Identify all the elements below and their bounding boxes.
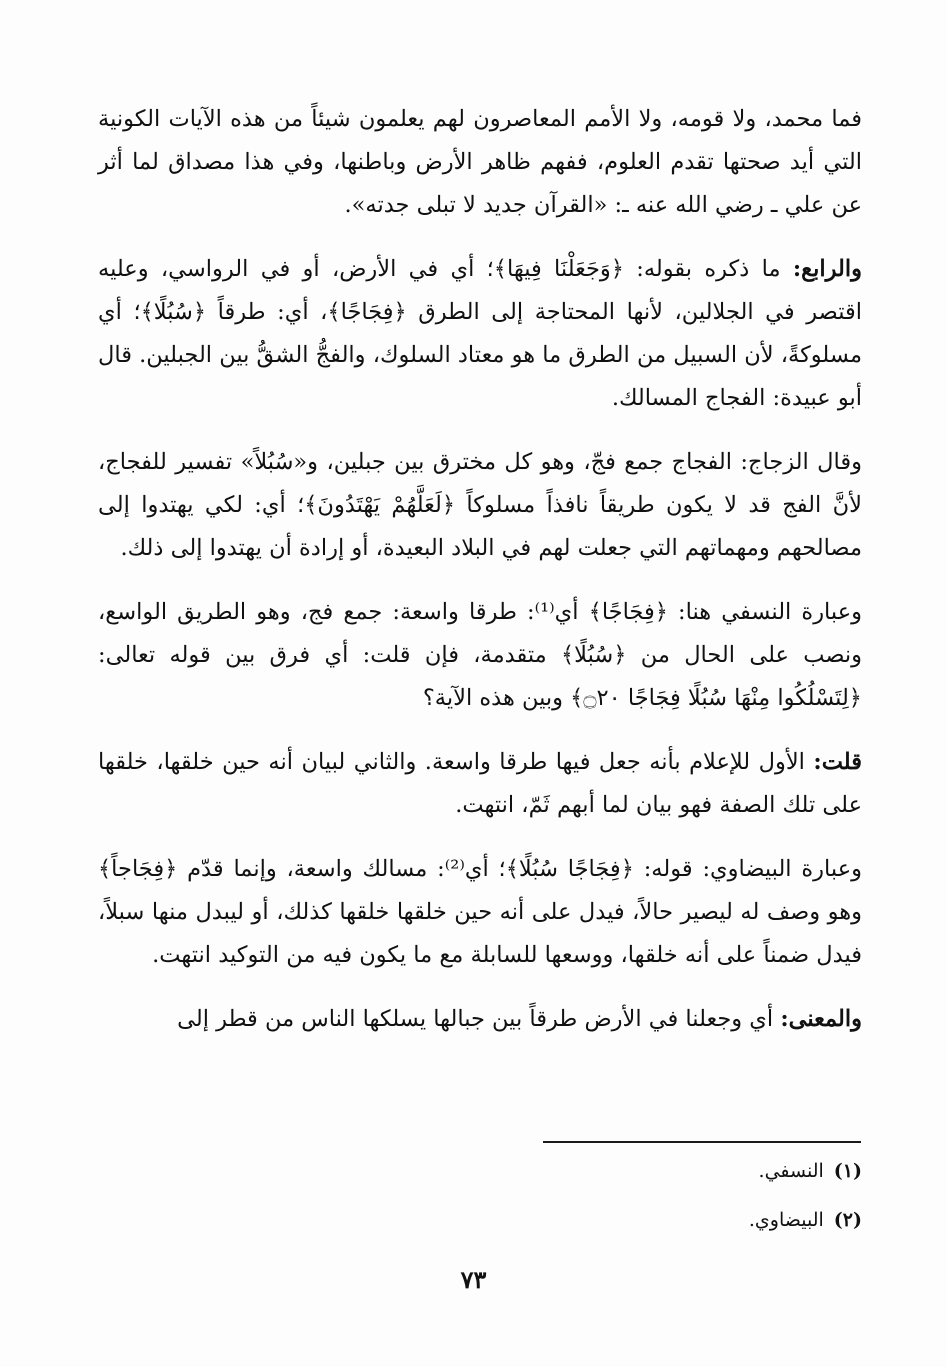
footnote-item (500, 1205, 862, 1235)
paragraph-2 (98, 248, 862, 420)
footnote-number: (١) (833, 1160, 862, 1182)
paragraph-7 (98, 998, 862, 1041)
footnote-separator (543, 1141, 861, 1143)
body-text (98, 98, 862, 1041)
paragraph-lead: قلت: (813, 749, 862, 775)
paragraph-text: فما محمد، ولا قومه، ولا الأمم المعاصرون لهم يعلمون شيئاً من هذه الآيات الكونية التي أيد صحتها تقدم العلوم، ففهم ظاهر الأرض وباطنها، وفي هذا مصداق لما أثر عن علي ـ رضي الله عنه ـ: «القرآن جديد لا تبلى جدته». (98, 106, 862, 218)
paragraph-text: أي وجعلنا في الأرض طرقاً بين جبالها يسلكها الناس من قطر إلى (177, 1006, 781, 1032)
paragraph-1 (98, 98, 862, 227)
footnotes (500, 1156, 862, 1235)
paragraph-text: الأول للإعلام بأنه جعل فيها طرقا واسعة. والثاني لبيان أنه حين خلقها، خلقها على تلك الصفة فهو بيان لما أبهم ثَمّ، انتهت. (98, 749, 862, 818)
paragraph-text: ما ذكره بقوله: ﴿وَجَعَلْنَا فِيهَا﴾؛ أي في الأرض، أو في الرواسي، وعليه اقتصر في الجلالين، لأنها المحتاجة إلى الطرق ﴿فِجَاجًا﴾، أي: طرقاً ﴿سُبُلًا﴾؛ أي مسلوكةً، لأن السبيل من الطرق ما هو معتاد السلوك، والفجُّ الشقُّ بين الجبلين. قال أبو عبيدة: الفجاج المسالك. (98, 256, 862, 411)
footnote-text: البيضاوي. (748, 1209, 824, 1231)
paragraph-6 (98, 848, 862, 977)
paragraph-lead: والمعنى: (780, 1006, 862, 1032)
footnote-number: (٢) (833, 1209, 862, 1231)
footnote-text: النسفي. (758, 1160, 824, 1182)
paragraph-text: وقال الزجاج: الفجاج جمع فجّ، وهو كل مخترق بين جبلين، و«سُبُلاً» تفسير للفجاج، لأنَّ الفج قد لا يكون طريقاً نافذاً مسلوكاً ﴿لَعَلَّهُمْ يَهْتَدُونَ﴾؛ أي: لكي يهتدوا إلى مصالحهم ومهماتهم التي جعلت لهم في البلاد البعيدة، أو إرادة أن يهتدوا إلى ذلك. (98, 449, 862, 561)
paragraph-text: وعبارة النسفي هنا: ﴿فِجَاجًا﴾ أي⁽¹⁾: طرقا واسعة: جمع فج، وهو الطريق الواسع، ونصب على الحال من ﴿سُبُلًا﴾ متقدمة، فإن قلت: أي فرق بين قوله تعالى: ﴿لِتَسْلُكُوا مِنْهَا سُبُلًا فِجَاجًا ۝٢٠﴾ وبين هذه الآية؟ (98, 599, 862, 711)
paragraph-5 (98, 741, 862, 827)
page-number: ٧٣ (460, 1265, 487, 1294)
paragraph-3 (98, 441, 862, 570)
paragraph-lead: والرابع: (792, 256, 862, 282)
paragraph-text: وعبارة البيضاوي: قوله: ﴿فِجَاجًا سُبُلًا﴾؛ أي⁽²⁾: مسالك واسعة، وإنما قدّم ﴿فِجَاجاً﴾ وهو وصف له ليصير حالاً، فيدل على أنه حين خلقها خلقها كذلك، أو ليبدل منها سبلاً، فيدل ضمناً على أنه خلقها، ووسعها للسابلة مع ما يكون فيه من التوكيد انتهت. (98, 856, 862, 968)
paragraph-4 (98, 591, 862, 720)
footnote-item (500, 1156, 862, 1186)
